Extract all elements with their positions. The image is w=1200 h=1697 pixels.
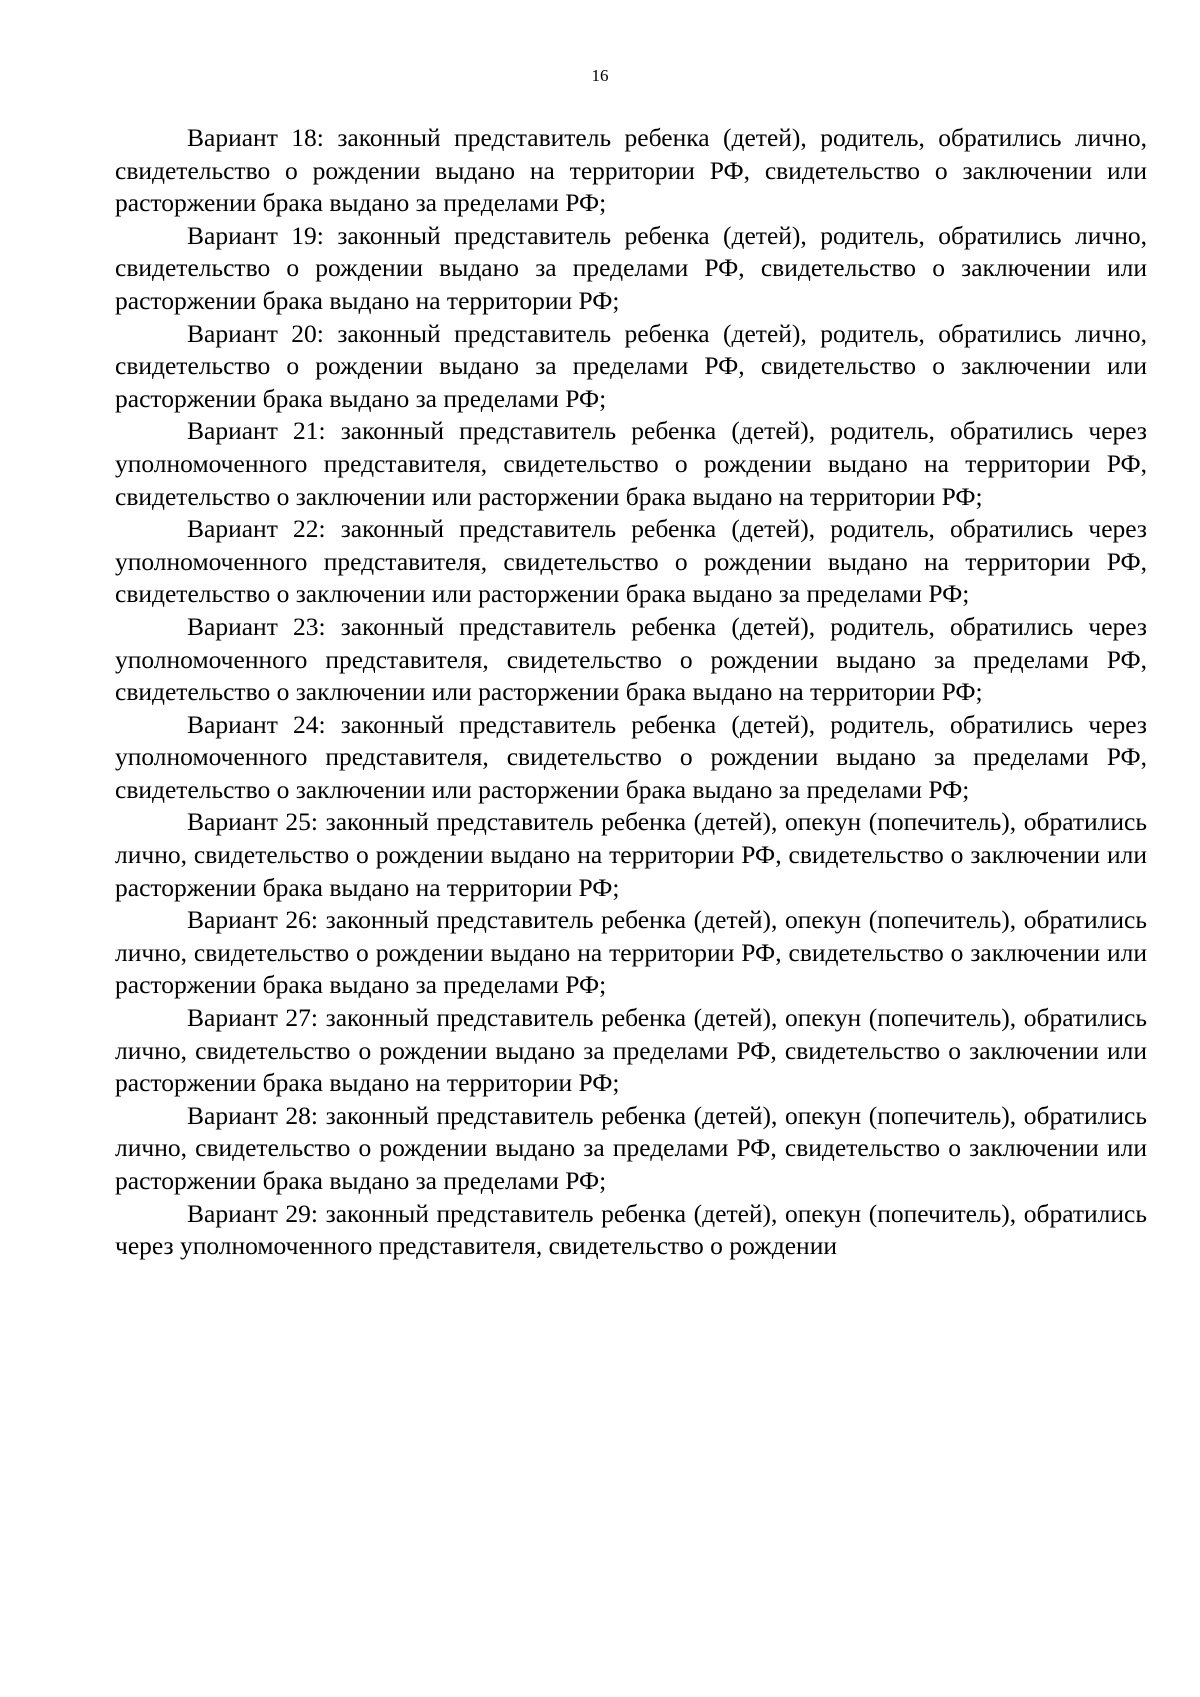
variant-paragraph-18: Вариант 18: законный представитель ребенка (детей), родитель, обратились лично, свидетельство о рождении выдано на территории РФ, свидетельство о заключении или расторжении брака выдано за пределами РФ; <box>115 123 1147 218</box>
variant-paragraph-23: Вариант 23: законный представитель ребенка (детей), родитель, обратились через уполномоченного представителя, свидетельство о рождении выдано за пределами РФ, свидетельство о заключении или расторжении брака выдано на территории РФ; <box>115 611 1147 707</box>
variant-paragraph-25: Вариант 25: законный представитель ребенка (детей), опекун (попечитель), обратились лично, свидетельство о рождении выдано на территории РФ, свидетельство о заключении или расторжении брака выдано на территории РФ; <box>115 807 1147 902</box>
variant-paragraph-20: Вариант 20: законный представитель ребенка (детей), родитель, обратились лично, свидетельство о рождении выдано за пределами РФ, свидетельство о заключении или расторжении брака выдано за пределами РФ; <box>115 318 1147 413</box>
variant-paragraph-24: Вариант 24: законный представитель ребенка (детей), родитель, обратились через уполномоченного представителя, свидетельство о рождении выдано за пределами РФ, свидетельство о заключении или расторжении брака выдано за пределами РФ; <box>115 709 1147 804</box>
variant-paragraph-27: Вариант 27: законный представитель ребенка (детей), опекун (попечитель), обратились лично, свидетельство о рождении выдано за пределами РФ, свидетельство о заключении или расторжении брака выдано на территории РФ; <box>115 1003 1147 1098</box>
variant-paragraph-22: Вариант 22: законный представитель ребенка (детей), родитель, обратились через уполномоченного представителя, свидетельство о рождении выдано на территории РФ, свидетельство о заключении или расторжении брака выдано за пределами РФ; <box>115 514 1147 609</box>
document-body <box>115 122 1147 1263</box>
page-number: 16 <box>591 66 609 85</box>
variant-paragraph-29: Вариант 29: законный представитель ребенка (детей), опекун (попечитель), обратились через уполномоченного представителя, свидетельство о рождении <box>115 1198 1147 1261</box>
variant-paragraph-21: Вариант 21: законный представитель ребенка (детей), родитель, обратились через уполномоченного представителя, свидетельство о рождении выдано на территории РФ, свидетельство о заключении или расторжении брака выдано на территории РФ; <box>115 416 1147 511</box>
variant-paragraph-19: Вариант 19: законный представитель ребенка (детей), родитель, обратились лично, свидетельство о рождении выдано за пределами РФ, свидетельство о заключении или расторжении брака выдано на территории РФ; <box>115 220 1147 315</box>
variant-paragraph-26: Вариант 26: законный представитель ребенка (детей), опекун (попечитель), обратились лично, свидетельство о рождении выдано на территории РФ, свидетельство о заключении или расторжении брака выдано за пределами РФ; <box>115 905 1147 1000</box>
variant-paragraph-28: Вариант 28: законный представитель ребенка (детей), опекун (попечитель), обратились лично, свидетельство о рождении выдано за пределами РФ, свидетельство о заключении или расторжении брака выдано за пределами РФ; <box>115 1100 1147 1195</box>
